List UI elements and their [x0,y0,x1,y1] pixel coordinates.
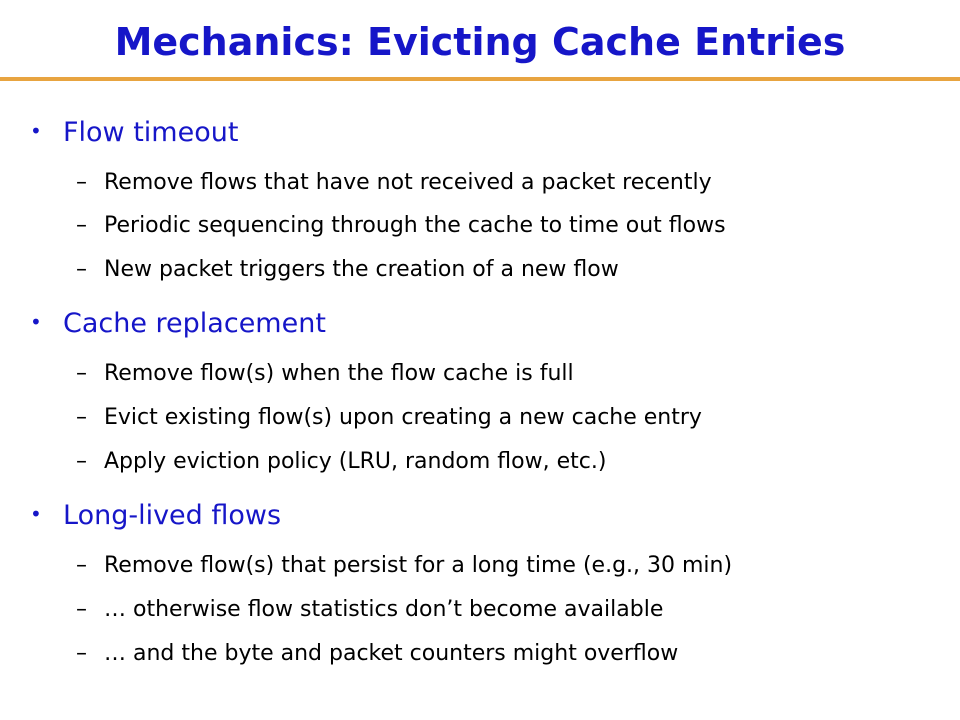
bullet-cache-replacement [30,308,326,339]
sub-item-text: Evict existing flow(s) upon creating a new cache entry [104,405,702,430]
sub-item [76,405,702,430]
bullet-heading: Cache replacement [63,308,326,339]
dash: – [76,405,87,430]
sub-item-text: Remove flows that have not received a packet recently [104,170,712,195]
sub-item [76,597,663,622]
dash: – [76,213,87,238]
bullet-heading: Flow timeout [63,117,239,148]
bullet-flow-timeout [30,117,238,148]
sub-item-text: Remove flow(s) that persist for a long time (e.g., 30 min) [104,553,733,578]
sub-item-text: Remove flow(s) when the flow cache is full [104,361,574,386]
dash: – [76,257,87,282]
dash: – [76,449,87,474]
dash: – [76,170,87,195]
bullet-dot: • [30,119,42,143]
sub-item [76,361,574,386]
sub-item [76,257,619,282]
bullet-long-lived-flows [30,500,281,531]
bullet-dot: • [30,502,42,526]
dash: – [76,553,87,578]
dash: – [76,361,87,386]
sub-item [76,553,732,578]
sub-item [76,449,606,474]
sub-item [76,213,726,238]
sub-item-text: … otherwise flow statistics don’t become available [104,597,664,622]
bullet-dot: • [30,310,42,334]
bullet-heading: Long-lived flows [63,500,282,531]
sub-item [76,170,712,195]
sub-item-text: Apply eviction policy (LRU, random flow, etc.) [104,449,607,474]
dash: – [76,641,87,666]
dash: – [76,597,87,622]
slide-title: Mechanics: Evicting Cache Entries [114,20,846,64]
sub-item [76,641,678,666]
sub-item-text: … and the byte and packet counters might overflow [104,641,679,666]
sub-item-text: Periodic sequencing through the cache to time out flows [104,213,726,238]
sub-item-text: New packet triggers the creation of a new flow [104,257,619,282]
